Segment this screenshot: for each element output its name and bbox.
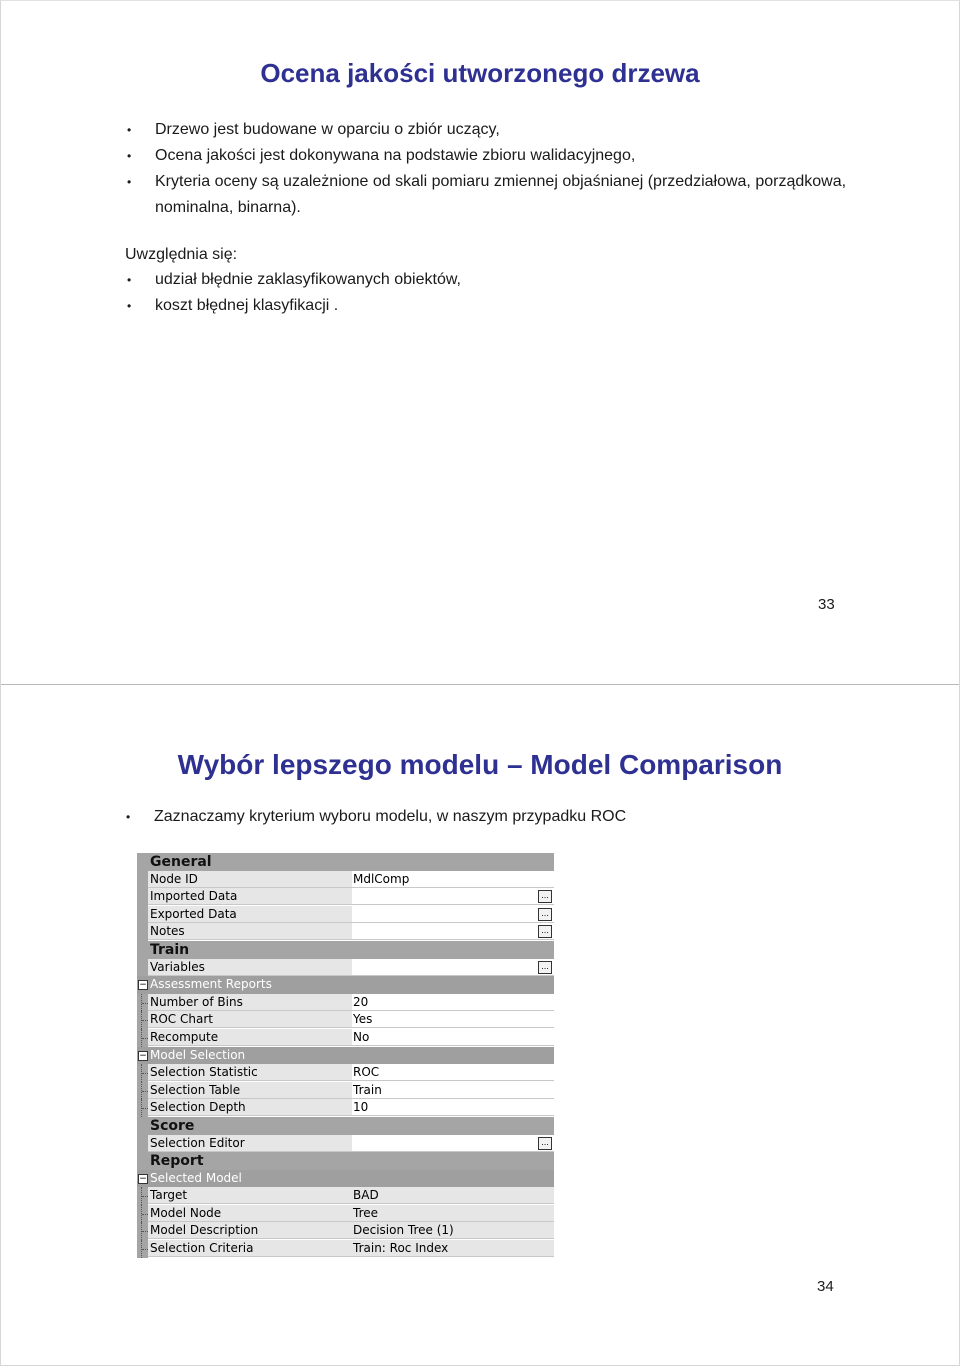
- property-model-description[interactable]: [137, 1222, 554, 1240]
- bullet-icon: •: [127, 175, 132, 189]
- property-value[interactable]: 10: [352, 1099, 554, 1116]
- ellipsis-button[interactable]: ...: [538, 961, 552, 974]
- property-label: Node ID: [148, 871, 353, 888]
- property-selection-statistic[interactable]: [137, 1064, 554, 1082]
- ellipsis-button[interactable]: ...: [538, 908, 552, 921]
- section-label: Train: [150, 941, 190, 958]
- section-score: [137, 1117, 554, 1135]
- property-label: Notes: [148, 923, 353, 940]
- property-value[interactable]: Train: [352, 1082, 554, 1099]
- property-value[interactable]: MdlComp: [352, 871, 554, 888]
- list-item: • Zaznaczamy kryterium wyboru modelu, w naszym przypadku ROC: [124, 804, 854, 830]
- property-label: Model Node: [148, 1205, 353, 1222]
- bullet-list: [124, 804, 854, 830]
- properties-panel: [137, 853, 554, 1258]
- bullet-list: [125, 267, 855, 319]
- property-selection-depth[interactable]: [137, 1099, 554, 1117]
- property-value[interactable]: [352, 923, 554, 940]
- property-target[interactable]: [137, 1187, 554, 1205]
- property-variables[interactable]: [137, 959, 554, 977]
- property-label: Model Description: [148, 1222, 353, 1239]
- bullet-icon: •: [126, 810, 131, 824]
- bullet-icon: •: [127, 299, 132, 313]
- property-value: BAD: [352, 1187, 554, 1204]
- bullet-icon: •: [127, 273, 132, 287]
- property-value[interactable]: [352, 888, 554, 905]
- property-roc-chart[interactable]: [137, 1011, 554, 1029]
- ellipsis-button[interactable]: ...: [538, 1137, 552, 1150]
- group-model-selection[interactable]: [137, 1047, 554, 1065]
- page-number: 34: [817, 1278, 834, 1295]
- property-node-id[interactable]: [137, 871, 554, 889]
- property-exported-data[interactable]: [137, 906, 554, 924]
- property-value[interactable]: No: [352, 1029, 554, 1046]
- section-general: [137, 853, 554, 871]
- group-label: Assessment Reports: [150, 977, 272, 992]
- property-value[interactable]: [352, 959, 554, 976]
- property-value: Train: Roc Index: [352, 1240, 554, 1257]
- property-label: Selection Table: [148, 1082, 353, 1099]
- list-item: • koszt błędnej klasyfikacji .: [125, 293, 855, 319]
- property-label: Selection Statistic: [148, 1064, 353, 1081]
- group-assessment-reports[interactable]: [137, 976, 554, 994]
- property-recompute[interactable]: [137, 1029, 554, 1047]
- list-item: • Drzewo jest budowane w oparciu o zbiór uczący,: [125, 117, 855, 143]
- collapse-icon[interactable]: −: [139, 980, 147, 991]
- property-number-of-bins[interactable]: [137, 994, 554, 1012]
- collapse-icon[interactable]: −: [139, 1050, 147, 1061]
- property-selection-editor[interactable]: [137, 1135, 554, 1153]
- section-label: General: [150, 854, 212, 870]
- ellipsis-button[interactable]: ...: [538, 890, 552, 903]
- group-label: Model Selection: [150, 1047, 246, 1062]
- property-value[interactable]: 20: [352, 994, 554, 1011]
- property-value: Tree: [352, 1205, 554, 1222]
- slide-title: Wybór lepszego modelu – Model Comparison: [177, 749, 783, 780]
- list-item: • udział błędnie zaklasyfikowanych obiektów,: [125, 267, 855, 293]
- section-label: Score: [150, 1117, 195, 1134]
- property-value[interactable]: Yes: [352, 1011, 554, 1028]
- section-report: [137, 1152, 554, 1170]
- property-label: ROC Chart: [148, 1011, 353, 1028]
- property-label: Selection Editor: [148, 1135, 353, 1152]
- group-label: Selected Model: [150, 1170, 242, 1185]
- ellipsis-button[interactable]: ...: [538, 925, 552, 938]
- property-label: Number of Bins: [148, 994, 353, 1011]
- property-value: Decision Tree (1): [352, 1222, 554, 1239]
- property-label: Imported Data: [148, 888, 353, 905]
- collapse-icon[interactable]: −: [139, 1173, 147, 1184]
- section-label: Report: [150, 1153, 204, 1170]
- subheading: Uwzględnia się:: [125, 246, 238, 263]
- page-number: 33: [818, 596, 835, 613]
- property-value[interactable]: ROC: [352, 1064, 554, 1081]
- property-label: Selection Criteria: [148, 1240, 353, 1257]
- property-model-node[interactable]: [137, 1205, 554, 1223]
- bullet-list: [125, 117, 855, 221]
- property-label: Recompute: [148, 1029, 353, 1046]
- group-selected-model[interactable]: [137, 1170, 554, 1188]
- bullet-icon: •: [127, 123, 132, 137]
- property-label: Exported Data: [148, 906, 353, 923]
- slide-title: Ocena jakości utworzonego drzewa: [260, 58, 700, 88]
- property-selection-criteria[interactable]: [137, 1240, 554, 1258]
- property-value[interactable]: [352, 1135, 554, 1152]
- bullet-icon: •: [127, 149, 132, 163]
- property-label: Target: [148, 1187, 353, 1204]
- list-item: • Ocena jakości jest dokonywana na podstawie zbioru walidacyjnego,: [125, 143, 855, 169]
- property-notes[interactable]: [137, 923, 554, 941]
- property-imported-data[interactable]: [137, 888, 554, 906]
- property-label: Selection Depth: [148, 1099, 353, 1116]
- property-selection-table[interactable]: [137, 1082, 554, 1100]
- property-label: Variables: [148, 959, 353, 976]
- section-train: [137, 941, 554, 959]
- list-item: • Kryteria oceny są uzależnione od skali pomiaru zmiennej objaśnianej (przedziałowa, porządkowa, nominalna, binarna).: [125, 169, 855, 221]
- property-value[interactable]: [352, 906, 554, 923]
